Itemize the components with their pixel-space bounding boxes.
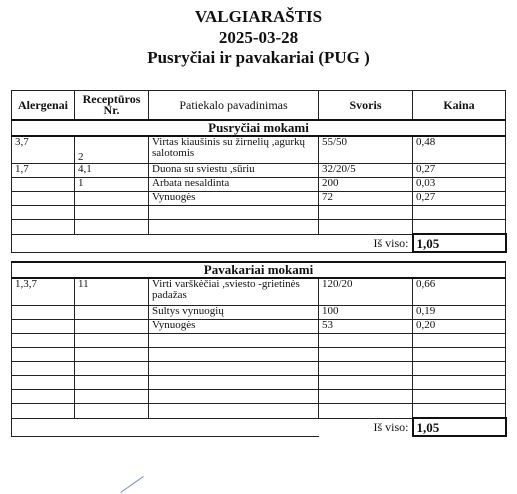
cell-alergenai bbox=[12, 320, 75, 334]
cell-name: Arbata nesaldinta bbox=[149, 178, 319, 192]
page-title: VALGIARAŠTIS bbox=[194, 7, 323, 26]
empty-row bbox=[12, 376, 506, 390]
col-price: Kaina bbox=[413, 91, 506, 121]
cell-price: 0,20 bbox=[413, 320, 506, 334]
cell-weight: 55/50 bbox=[319, 136, 413, 164]
cell-name: Vynuogės bbox=[149, 192, 319, 206]
table-row bbox=[12, 192, 506, 206]
col-receptura: Receptūros Nr. bbox=[75, 91, 149, 121]
cell-weight: 32/20/5 bbox=[319, 164, 413, 178]
menu-date: 2025-03-28 bbox=[218, 28, 299, 47]
cell-alergenai bbox=[12, 178, 75, 192]
menu-subtitle: Pusryčiai ir pavakariai (PUG ) bbox=[147, 48, 370, 67]
cell-name: Virti varškėčiai ,sviesto -grietinės padažas bbox=[149, 278, 319, 306]
section-title: Pusryčiai mokami bbox=[12, 120, 506, 136]
cell-nr: 4,1 bbox=[75, 164, 149, 178]
col-weight: Svoris bbox=[319, 91, 413, 121]
empty-row bbox=[12, 334, 506, 348]
cell-nr bbox=[75, 192, 149, 206]
cell-price: 0,03 bbox=[413, 178, 506, 192]
section-breakfast bbox=[12, 120, 506, 136]
total-value: 1,05 bbox=[413, 234, 506, 252]
col-alergenai: Alergenai bbox=[12, 91, 75, 121]
cell-alergenai: 3,7 bbox=[12, 136, 75, 164]
table-row bbox=[12, 164, 506, 178]
cell-price: 0,27 bbox=[413, 192, 506, 206]
cell-price: 0,27 bbox=[413, 164, 506, 178]
cell-nr: 11 bbox=[75, 278, 149, 306]
table-row bbox=[12, 136, 506, 164]
cell-nr: 2 bbox=[75, 136, 149, 164]
cell-weight: 100 bbox=[319, 306, 413, 320]
empty-row bbox=[12, 220, 506, 235]
cell-nr bbox=[75, 306, 149, 320]
cell-name: Virtas kiaušinis su žirnelių ,agurkų salotomis bbox=[149, 136, 319, 164]
table-row bbox=[12, 306, 506, 320]
total-label: Iš viso: bbox=[373, 235, 409, 250]
spacer bbox=[12, 252, 506, 262]
section-snack bbox=[12, 262, 506, 278]
cell-name: Duona su sviestu ,sūriu bbox=[149, 164, 319, 178]
section-title: Pavakariai mokami bbox=[12, 262, 506, 278]
cell-weight: 53 bbox=[319, 320, 413, 334]
table-header bbox=[12, 91, 506, 121]
breakfast-total-row bbox=[12, 234, 506, 252]
cell-alergenai: 1,3,7 bbox=[12, 278, 75, 306]
cell-alergenai: 1,7 bbox=[12, 164, 75, 178]
cell-alergenai bbox=[12, 306, 75, 320]
cell-name: Sultys vynuogių bbox=[149, 306, 319, 320]
cell-nr: 1 bbox=[75, 178, 149, 192]
empty-row bbox=[12, 390, 506, 404]
cell-price: 0,19 bbox=[413, 306, 506, 320]
empty-row bbox=[12, 404, 506, 419]
col-name: Patiekalo pavadinimas bbox=[149, 91, 319, 121]
cell-nr bbox=[75, 320, 149, 334]
menu-table bbox=[11, 90, 507, 437]
empty-row bbox=[12, 348, 506, 362]
snack-total-row bbox=[12, 418, 506, 436]
cell-name: Vynuogės bbox=[149, 320, 319, 334]
cell-weight: 72 bbox=[319, 192, 413, 206]
table-row bbox=[12, 178, 506, 192]
total-label: Iš viso: bbox=[373, 419, 409, 434]
cell-price: 0,66 bbox=[413, 278, 506, 306]
cell-weight: 120/20 bbox=[319, 278, 413, 306]
table-row bbox=[12, 320, 506, 334]
cell-weight: 200 bbox=[319, 178, 413, 192]
empty-row bbox=[12, 206, 506, 220]
signature-mark bbox=[120, 476, 144, 493]
cell-price: 0,48 bbox=[413, 136, 506, 164]
cell-alergenai bbox=[12, 192, 75, 206]
table-row bbox=[12, 278, 506, 306]
empty-row bbox=[12, 362, 506, 376]
total-value: 1,05 bbox=[413, 418, 506, 436]
